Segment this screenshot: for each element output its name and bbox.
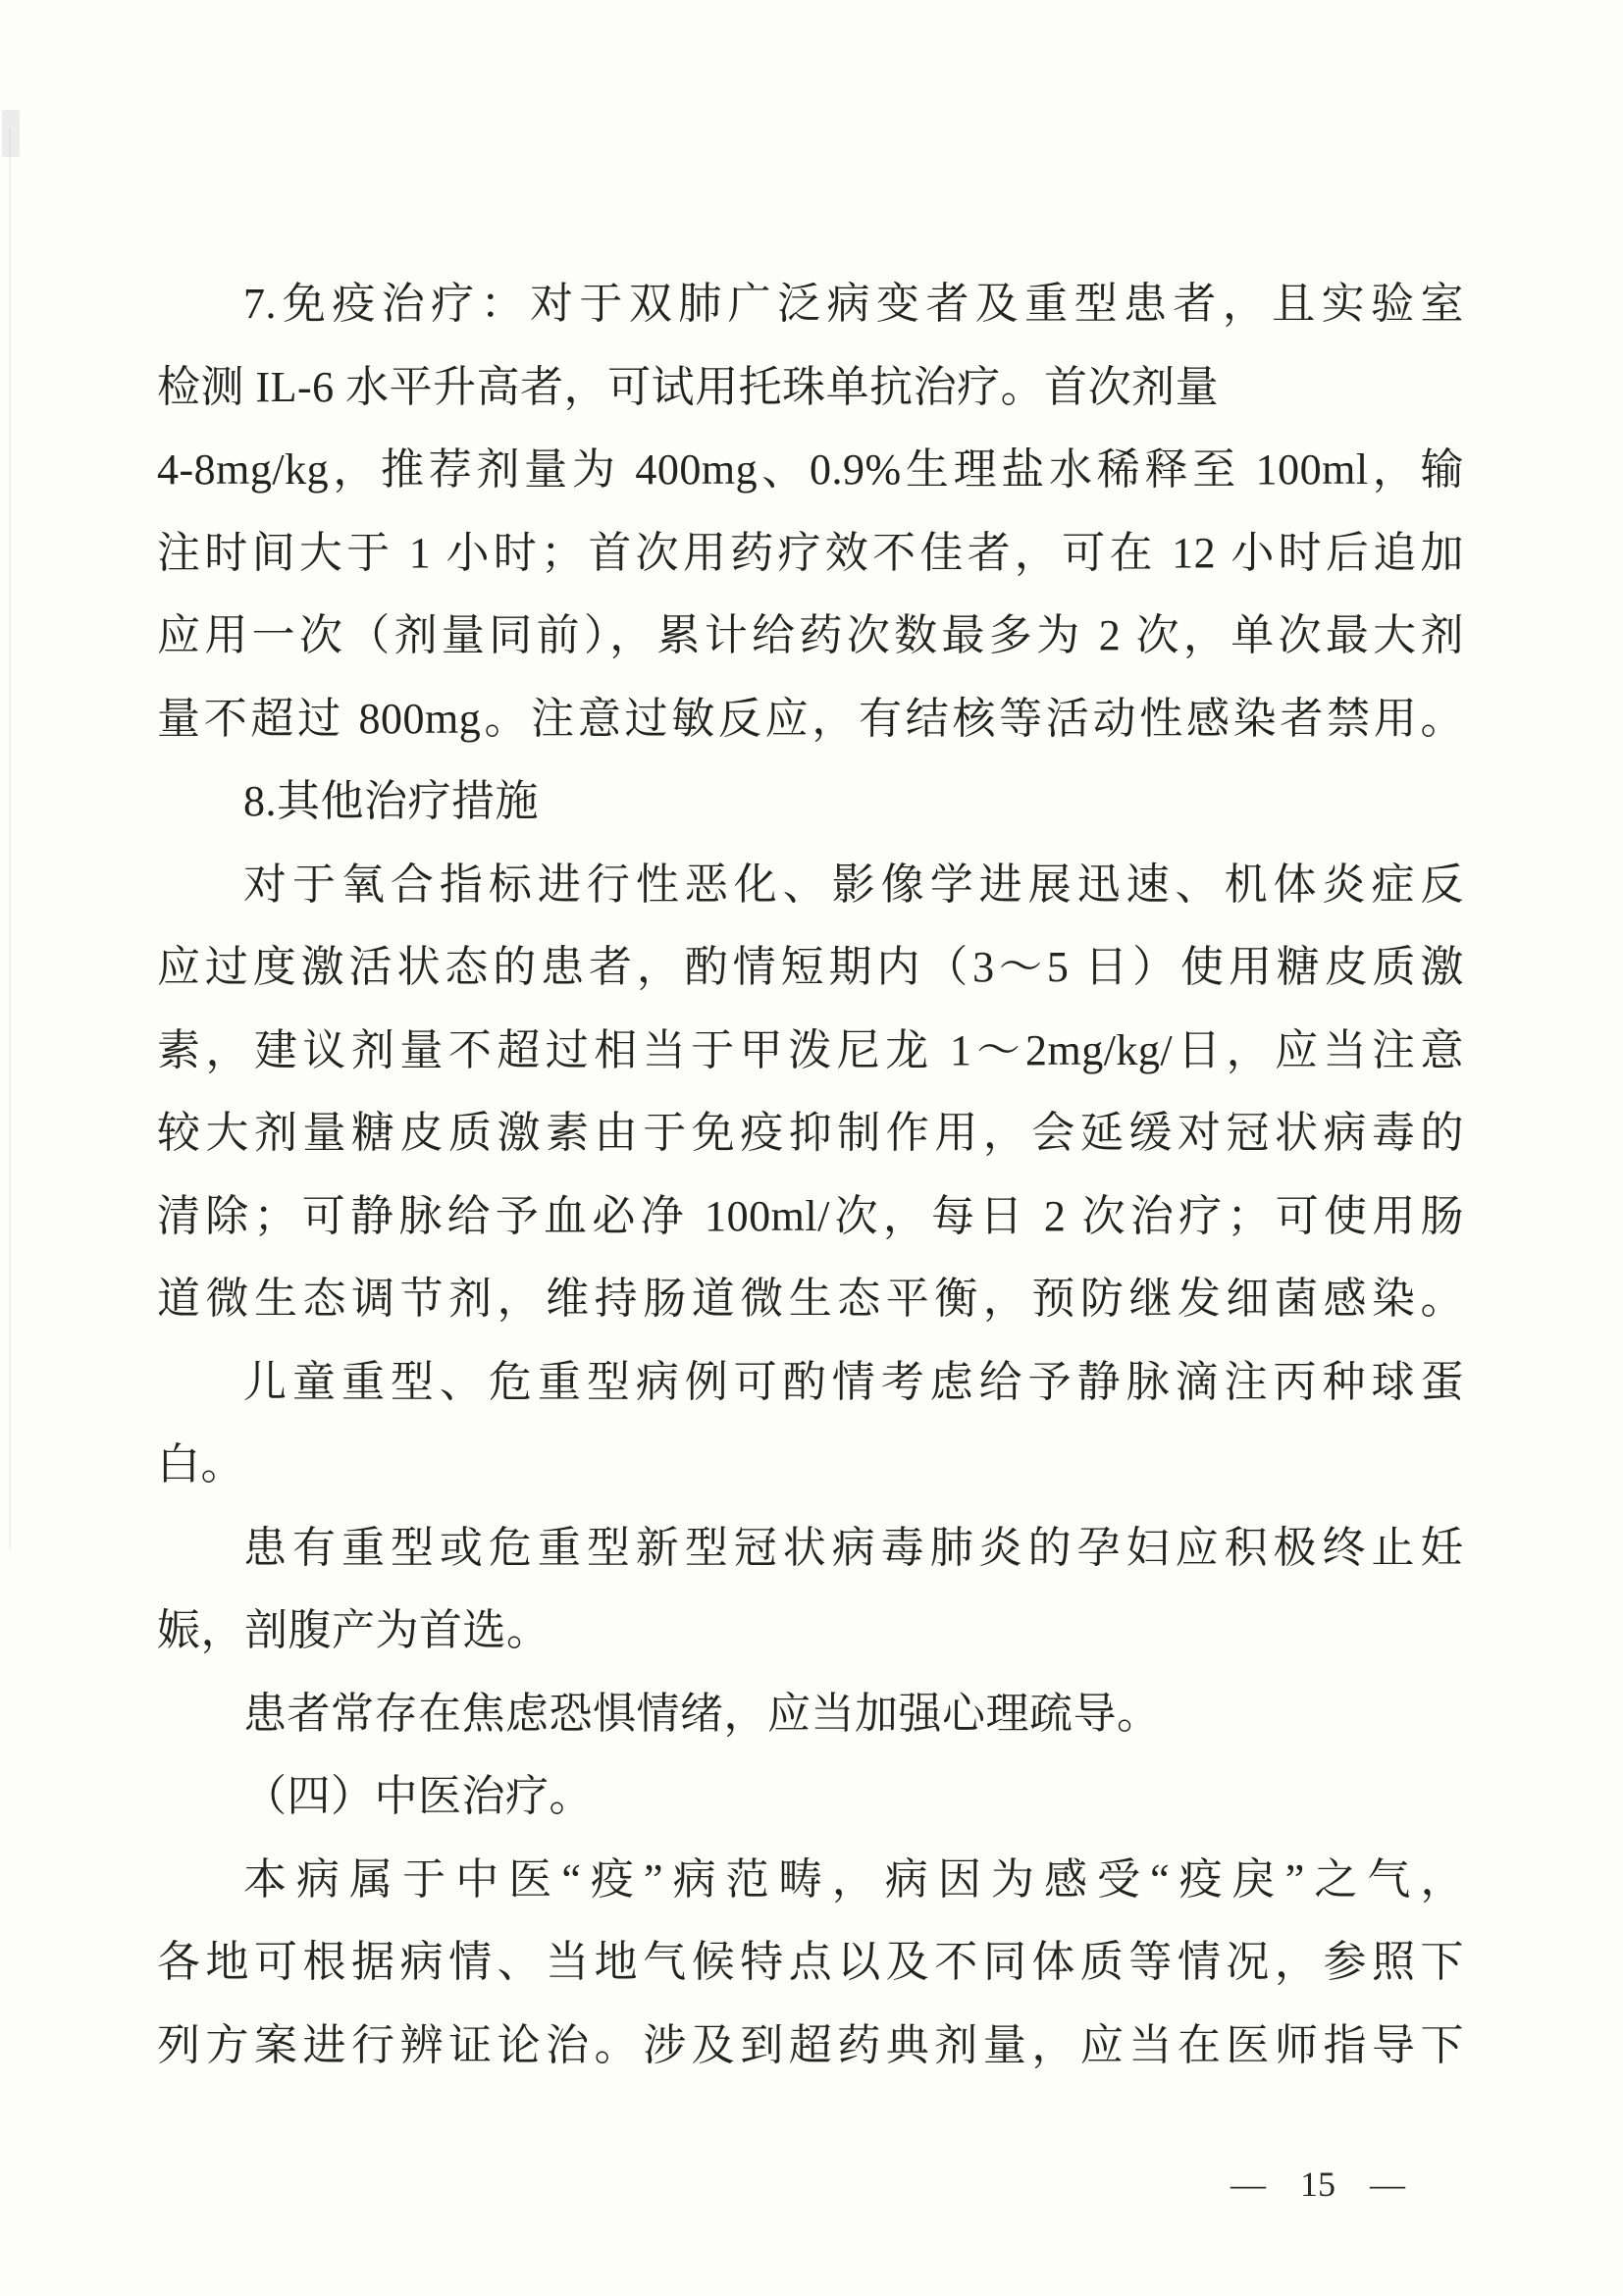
text-line: 各地可根据病情、当地气候特点以及不同体质等情况，参照下 xyxy=(157,1938,1464,1986)
text-line: 较大剂量糖皮质激素由于免疫抑制作用，会延缓对冠状病毒的 xyxy=(157,1109,1464,1157)
text-line: 清除；可静脉给予血必净 100ml/次，每日 2 次治疗；可使用肠 xyxy=(157,1191,1464,1240)
text-line: 患有重型或危重型新型冠状病毒肺炎的孕妇应积极终止妊 xyxy=(243,1523,1464,1572)
text-line: 4-8mg/kg，推荐剂量为 400mg、0.9%生理盐水稀释至 100ml，输 xyxy=(157,445,1464,494)
text-line: 检测 IL-6 水平升高者，可试用托珠单抗治疗。首次剂量 xyxy=(157,362,1220,411)
text-line: 道微生态调节剂，维持肠道微生态平衡，预防继发细菌感染。 xyxy=(157,1275,1464,1323)
text-line: 列方案进行辨证论治。涉及到超药典剂量，应当在医师指导下 xyxy=(157,2020,1464,2069)
text-line: 儿童重型、危重型病例可酌情考虑给予静脉滴注丙种球蛋 xyxy=(243,1357,1464,1406)
document-body xyxy=(157,263,1464,2087)
text-line: 素，建议剂量不超过相当于甲泼尼龙 1～2mg/kg/日，应当注意 xyxy=(157,1025,1464,1074)
text-line: 8.其他治疗措施 xyxy=(243,777,539,825)
scan-edge-artifact xyxy=(9,128,11,1550)
text-line: 白。 xyxy=(157,1440,244,1488)
text-line: 娠，剖腹产为首选。 xyxy=(157,1606,550,1654)
scan-artifact xyxy=(2,110,20,157)
text-line: 量不超过 800mg。注意过敏反应，有结核等活动性感染者禁用。 xyxy=(157,694,1464,743)
text-line: 注时间大于 1 小时；首次用药疗效不佳者，可在 12 小时后追加 xyxy=(157,528,1464,577)
text-line: 患者常存在焦虑恐惧情绪，应当加强心理疏导。 xyxy=(243,1689,1161,1738)
page-number: — 15 — xyxy=(1230,2165,1405,2204)
text-line: 对于氧合指标进行性恶化、影像学进展迅速、机体炎症反 xyxy=(243,860,1464,909)
text-line: 应用一次（剂量同前），累计给药次数最多为 2 次，单次最大剂 xyxy=(157,611,1464,659)
text-line: 7.免疫治疗：对于双肺广泛病变者及重型患者，且实验室 xyxy=(243,280,1464,328)
text-line: 本病属于中医“疫”病范畴，病因为感受“疫戾”之气， xyxy=(243,1854,1464,1904)
text-line: 应过度激活状态的患者，酌情短期内（3～5 日）使用糖皮质激 xyxy=(157,943,1464,991)
text-line: （四）中医治疗。 xyxy=(243,1772,593,1820)
